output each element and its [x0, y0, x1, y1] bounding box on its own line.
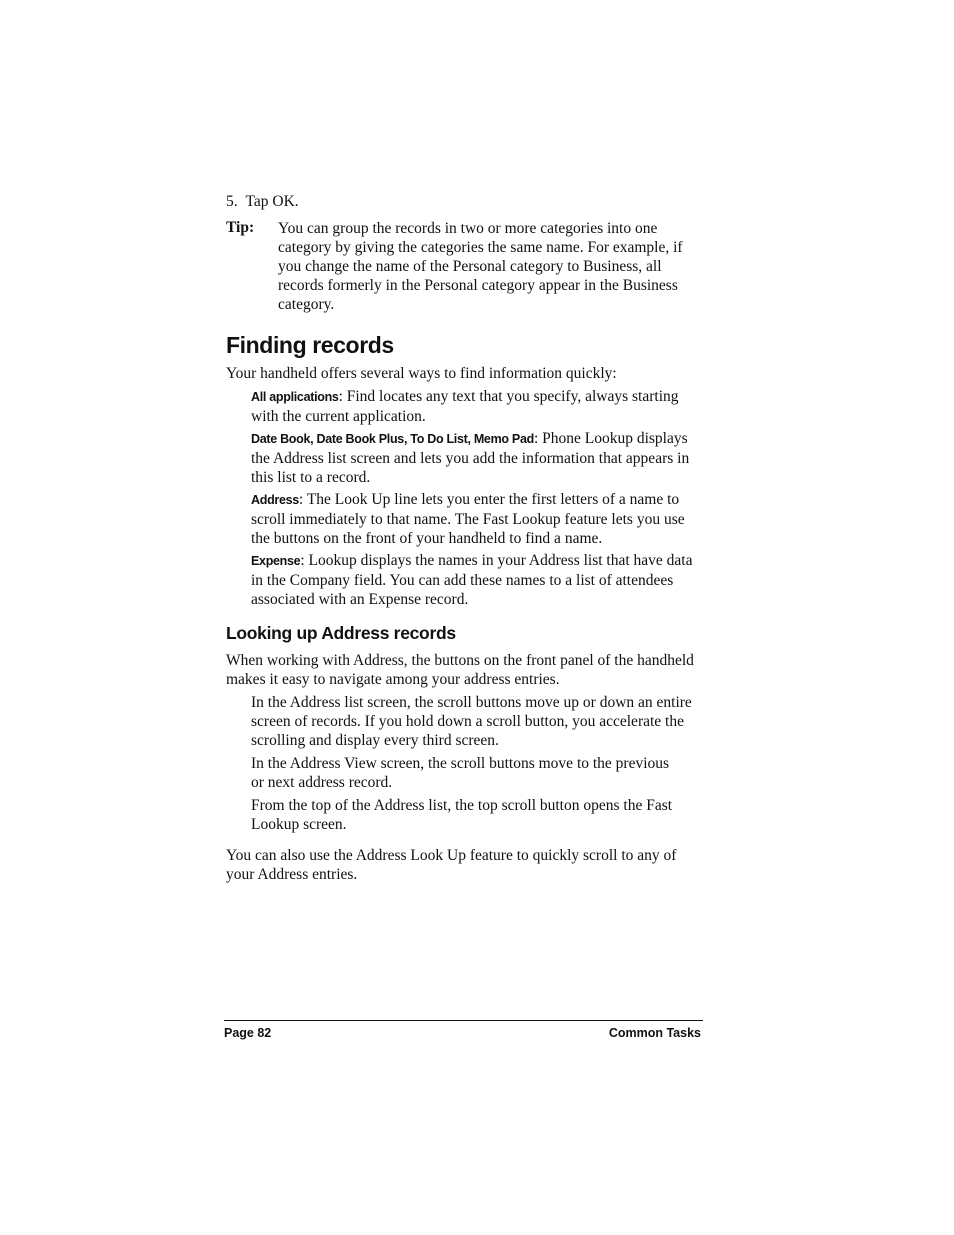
section-intro: Your handheld offers several ways to find information quickly: — [226, 365, 617, 382]
list-item: In the Address View screen, the scroll buttons move to the previous or next address record. — [251, 755, 670, 791]
item-label: Address — [251, 493, 299, 507]
item-text: : Lookup displays the names in your Address list that have data in the Company field. You can add these names to a list of attendees associated with an Expense record. — [251, 552, 693, 608]
list-item: In the Address list screen, the scroll buttons move up or down an entire screen of records. If you hold down a scroll button, you accelerate the scrolling and display every third screen. — [251, 694, 692, 749]
list-item — [251, 490, 707, 548]
list-item: From the top of the Address list, the top scroll button opens the Fast Lookup screen. — [251, 797, 673, 833]
list-item — [251, 429, 703, 487]
tip-text: You can group the records in two or more categories into one category by giving the categories the same name. For example, if you change the name of the Personal category to Business, all records formerly in the Personal category appear in the Business category. — [278, 220, 683, 313]
section-heading-looking-up-address-records: Looking up Address records — [226, 623, 456, 643]
step-text: Tap OK. — [245, 193, 299, 210]
step-number: 5. — [226, 193, 238, 210]
footer-rule — [224, 1020, 703, 1021]
item-text: : Find locates any text that you specify, always starting with the current application. — [251, 388, 679, 425]
chapter-title: Common Tasks — [608, 1026, 701, 1040]
closing-paragraph: You can also use the Address Look Up feature to quickly scroll to any of your Address entries. — [226, 847, 677, 883]
item-label: Date Book, Date Book Plus, To Do List, Memo Pad — [251, 432, 534, 446]
item-label: Expense — [251, 554, 301, 568]
list-item — [251, 551, 703, 609]
tip-label: Tip: — [226, 219, 255, 236]
item-text: : The Look Up line lets you enter the first letters of a name to scroll immediately to that name. The Fast Lookup feature lets you use the buttons on the front of your handheld to find a name. — [251, 491, 685, 547]
section-heading-finding-records: Finding records — [226, 332, 394, 358]
item-text: : Phone Lookup displays the Address list screen and lets you add the information that appears in this list to a record. — [251, 430, 690, 486]
item-label: All applications — [251, 390, 339, 404]
step-item — [226, 192, 299, 211]
section-intro: When working with Address, the buttons on the front panel of the handheld makes it easy to navigate among your address entries. — [226, 652, 694, 688]
list-item — [251, 387, 703, 426]
page-number: Page 82 — [224, 1026, 272, 1040]
